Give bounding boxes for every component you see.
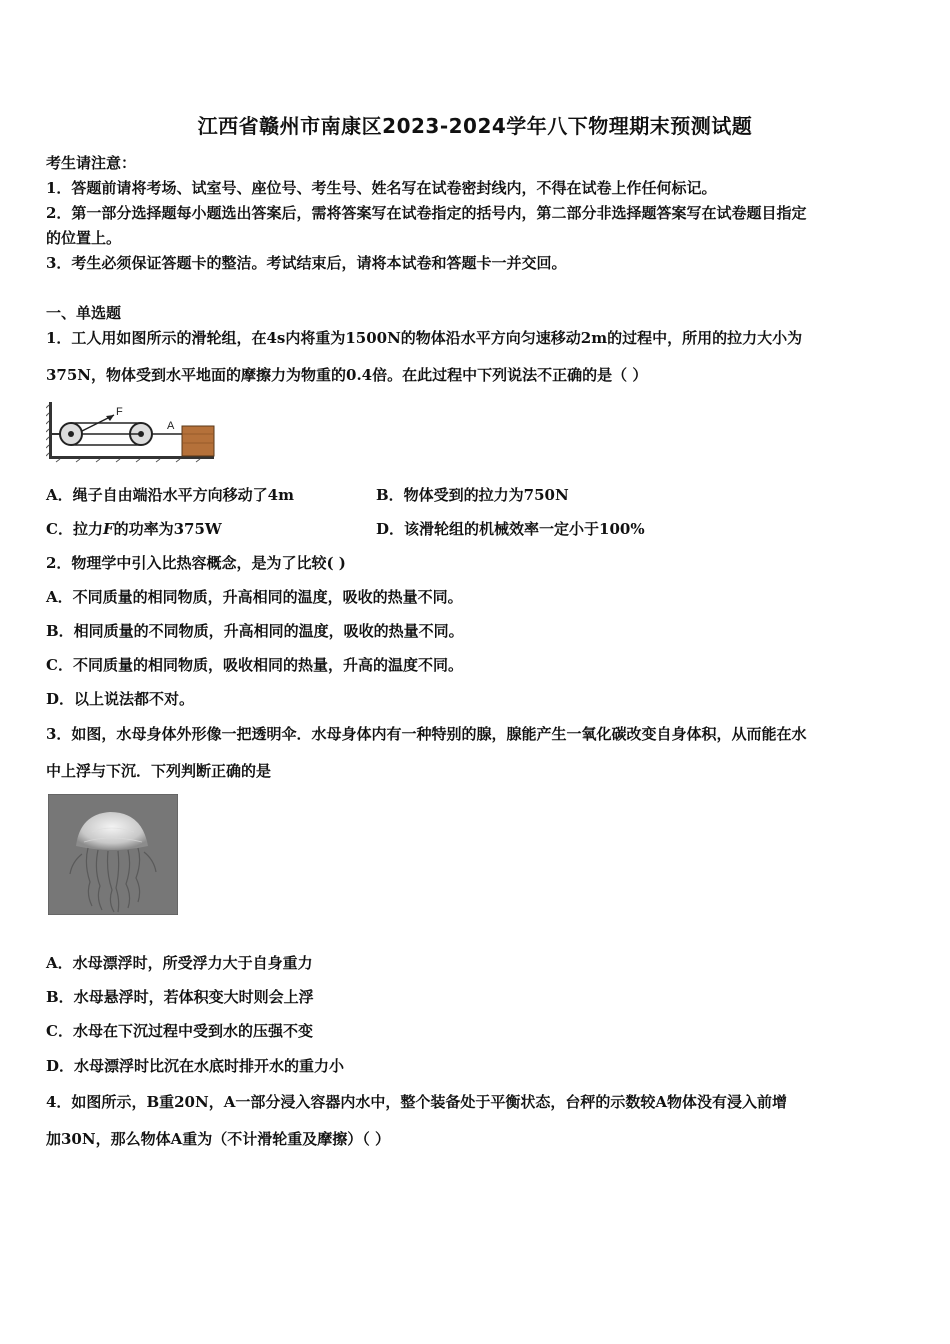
section-heading: 一、单选题 (46, 304, 122, 322)
q2-option-c: C．不同质量的相同物质，吸收相同的热量，升高的温度不同。 (46, 656, 463, 674)
q1-option-d: D．该滑轮组的机械效率一定小于100% (376, 520, 645, 538)
wall-hatch (46, 405, 49, 456)
q3-option-d: D．水母漂浮时比沉在水底时排开水的重力小 (46, 1057, 345, 1075)
q2-option-a: A．不同质量的相同物质，升高相同的温度，吸收的热量不同。 (46, 588, 463, 606)
jellyfish-photo (48, 794, 178, 915)
object-label: A (167, 420, 175, 432)
notice-item-1: 1．答题前请将考场、试室号、座位号、考生号、姓名写在试卷密封线内，不得在试卷上作任何标记。 (46, 179, 717, 197)
q1-stem-line2: 375N，物体受到水平地面的摩擦力为物重的0.4倍。在此过程中下列说法不正确的是（ ） (46, 366, 648, 384)
page-title: 江西省赣州市南康区2023-2024学年八下物理期末预测试题 (197, 114, 753, 138)
jellyfish-image (48, 794, 178, 915)
q1-option-c: C．拉力F的功率为375W (46, 520, 222, 538)
q1-option-b: B．物体受到的拉力为750N (376, 486, 569, 504)
wall (49, 402, 52, 458)
notice-item-3: 3．考生必须保证答题卡的整洁。考试结束后，请将本试卷和答题卡一并交回。 (46, 254, 567, 272)
ground-hatch (56, 459, 200, 462)
q2-option-d: D．以上说法都不对。 (46, 690, 195, 708)
q3-option-a: A．水母漂浮时，所受浮力大于自身重力 (46, 954, 313, 972)
notice-heading: 考生请注意： (46, 154, 137, 172)
q1-option-a: A．绳子自由端沿水平方向移动了4m (46, 486, 294, 504)
q3-option-c: C．水母在下沉过程中受到水的压强不变 (46, 1022, 313, 1040)
q4-stem-line2: 加30N，那么物体A重为（不计滑轮重及摩擦）（ ） (46, 1130, 390, 1148)
force-label: F (116, 406, 123, 418)
q2-stem: 2．物理学中引入比热容概念，是为了比较( ) (46, 554, 346, 572)
pulley-figure (46, 398, 218, 464)
q4-stem-line1: 4．如图所示，B重20N，A一部分浸入容器内水中，整个装备处于平衡状态，台秤的示数较A物体没有浸入前增 (46, 1093, 787, 1111)
q2-option-b: B．相同质量的不同物质，升高相同的温度，吸收的热量不同。 (46, 622, 464, 640)
notice-item-2: 2．第一部分选择题每小题选出答案后，需将答案写在试卷指定的括号内，第二部分非选择题答案写在试卷题目指定 (46, 204, 807, 222)
q3-option-b: B．水母悬浮时，若体积变大时则会上浮 (46, 988, 314, 1006)
q1-stem-line1: 1．工人用如图所示的滑轮组，在4s内将重为1500N的物体沿水平方向匀速移动2m的过程中，所用的拉力大小为 (46, 329, 803, 347)
object-block (182, 426, 214, 456)
notice-item-2-cont: 的位置上。 (46, 229, 122, 247)
pulley-diagram (46, 398, 218, 464)
q3-stem-line1: 3．如图，水母身体外形像一把透明伞．水母身体内有一种特别的腺，腺能产生一氧化碳改变自身体积，从而能在水 (46, 725, 807, 743)
q3-stem-line2: 中上浮与下沉．下列判断正确的是 (46, 762, 272, 780)
